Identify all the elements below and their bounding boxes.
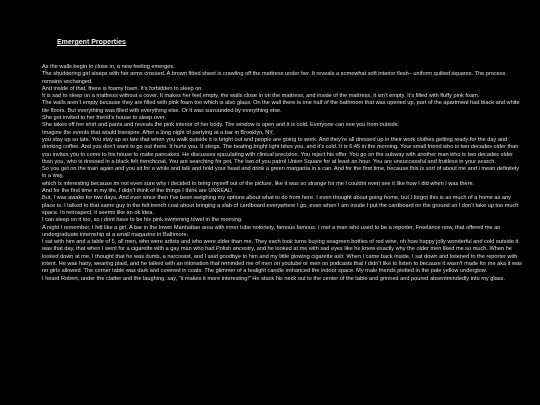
paragraph: you stay up so late. You stay up so late that when you walk outside it is bright out and people are going to work. And they’re all dressed up in their work clothes getting ready for the day and drinking coffee. And you don’t want to go out there. It hurts you. It stings. The beating bright light bites you, and it’s cold. It is 6:45 in the morning. Your small friend who is two decades older than you invites you to come to his house to make pancakes. He discusses ejaculating with clinical precision. You reject his offer. You go on the subway with another man who is two decades older than you, who is dressed in a black felt trenchcoat. You are searching for pot. The two of you patrol Union Square for at least an hour. You are unsuccessful and fruitless in your search.: [42, 136, 519, 165]
paragraph: A night I remember, I felt like a girl. A bar in the lower Manhattan area with inner tube notoriety, famous famous. I met a man who used to be a reporter, Freelance now, that offered me an undergraduate internship at a small magazine in Baltimore.: [42, 224, 501, 238]
paragraph: But, I was awake for two days. And ever since then I’ve been weighing my options about what to do from here. I even thought about going home, but I forgot this is as much of a home as any place is. I talked to that same guy in the felt trench coat about bringing a slab of cardboard everywhere I go, even when I am inside I put the cardboard on the ground so I don’t take up too much space. In retrospect, it seems like an ok idea.: [42, 195, 519, 216]
paragraph: I heard Robert, under the clatter and the laughing, say, “it makes it more interesting!” He stuck his neck out to the center of the table and grinned and poured absentmindedly into my glass.: [42, 275, 505, 282]
paragraph: which is interesting because im not even sure why i decided to bring myself out of the picture, like it was so strange for me i couldnt even see it like how I did when I was there.: [42, 180, 475, 187]
paragraph: I sat with him and a table of 5, all men, who were artists and who were older than me. They each took turns buying seagreen bottles of red wine, oh how happy jolly wonderful and cold outside it was that day, that when I went for a cigarette with a gay man who had Polish ancestry, and he looked at me with sad eyes like he knew exactly why the older men liked me so much. When he looked down at me, I thought that he was dumb, a narcissist, and I said goodbye to him and my little glowing cigarette ash. When I came back inside, I sat down and listened to the reporter with intent. He was hairy, wearing plaid, and he talked with an intonation that reminded me of men on youtube or men on podcasts that I didn’t like to listen to because it wasn’t made for me aka it was no girls allowed. The corner table was dark and covered in coats. The glimmer of a tealight candle enhanced the indoor space. My male friends plotted in the pale yellow underglow.: [42, 239, 522, 275]
paragraph: I can sleep on it too, so i dont have to be his pink swimming towel in the morning.: [42, 217, 243, 224]
paragraph: So you get on the train again and you sit for a while and talk and hold your head and drink a green margarita in a can. And for the first time, because this is sort of about me and i mean definitely in a way,: [42, 166, 519, 180]
paragraph: The walls aren’t empty because they are filled with pink foam too which is also glass. On the wall there is one half of the bathroom that was opened up, part of the apartment had black and white tile floors. But everything was filled with everything else. Or it was surrounded by everything else.: [42, 100, 520, 114]
document-body: [42, 64, 522, 283]
paragraph: It is sad to sleep on a mattress without a cover. It makes her feel empty, the walls close in on the mattress, and inside of the mattress, it isn’t empty. It’s filled with fluffy pink foam.: [42, 93, 480, 100]
paragraph: The shuddering girl sleeps with her arms crossed. A brown fitted sheet is crawling off the mattress under her. It reveals a somewhat soft interior flesh– uniform quilted squares. The process remains unchanged.: [42, 71, 506, 85]
paragraph: She got invited to her friend’s house to sleep over.: [42, 115, 166, 122]
paragraph: And inside of that, there is foamy foam. It’s forbidden to sleep on.: [42, 85, 203, 92]
document-title: Emergent Properties: [57, 39, 126, 46]
document: [42, 38, 522, 283]
paragraph: And for the first time in my life, I didn’t think of the things I think are UNREAL!: [42, 188, 233, 195]
paragraph: She takes off her shirt and pants and reveals the pink interior of her body. The window is open and it is cold. Everyone can see you from outside.: [42, 122, 400, 129]
paragraph: As the walls begin to close in, a new feeling emerges.: [42, 64, 175, 70]
paragraph: Imagine the events that would transpire. After a long night of partying at a bar in Brooklyn, NY,: [42, 129, 274, 136]
